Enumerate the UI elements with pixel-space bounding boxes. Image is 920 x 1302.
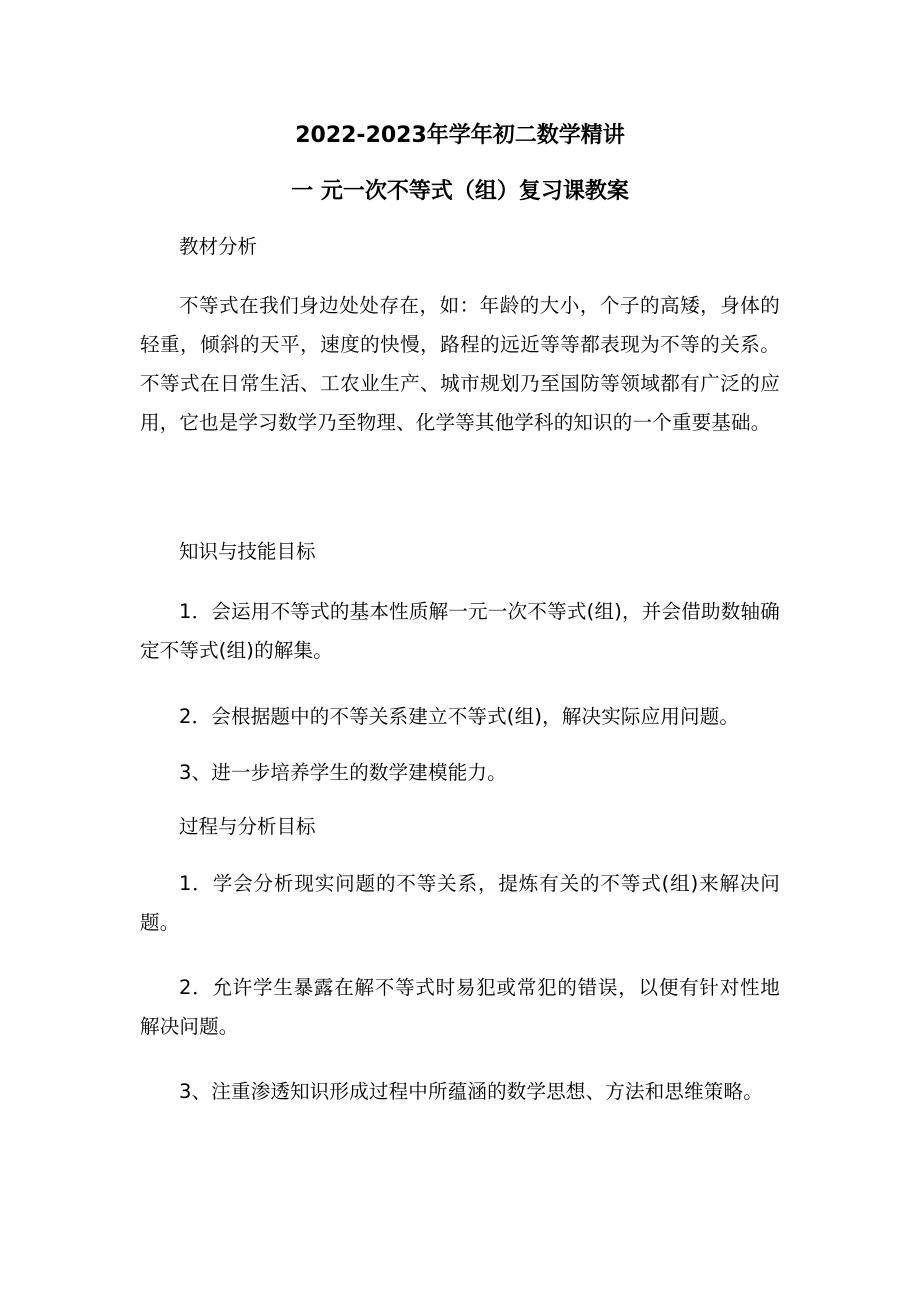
document-subtitle: 一 元一次不等式（组）复习课教案: [291, 179, 629, 204]
section-heading-process: 过程与分析目标: [179, 815, 316, 838]
knowledge-item-2: 2．会根据题中的不等关系建立不等式(组)，解决实际应用问题。: [179, 705, 740, 728]
section-heading-material: 教材分析: [179, 235, 258, 258]
section-heading-knowledge: 知识与技能目标: [179, 540, 316, 563]
process-item-1: 1．学会分析现实问题的不等关系，提炼有关的不等式(组)来解决问题。: [140, 872, 780, 934]
process-item-2: 2．允许学生暴露在解不等式时易犯或常犯的错误，以便有针对性地解决问题。: [140, 976, 780, 1038]
process-item-3: 3、注重渗透知识形成过程中所蕴涵的数学思想、方法和思维策略。: [179, 1080, 763, 1103]
material-paragraph: 不等式在我们身边处处存在，如：年龄的大小，个子的高矮，身体的轻重，倾斜的天平，速度的快慢，路程的远近等等都表现为不等的关系。不等式在日常生活、工农业生产、城市规划乃至国防等领域都有广泛的应用，它也是学习数学乃至物理、化学等其他学科的知识的一个重要基础。: [140, 294, 780, 434]
knowledge-item-3: 3、进一步培养学生的数学建模能力。: [179, 761, 507, 784]
document-title: 2022-2023年学年初二数学精讲: [295, 123, 625, 148]
knowledge-item-1: 1．会运用不等式的基本性质解一元一次不等式(组)，并会借助数轴确定不等式(组)的解集。: [140, 600, 780, 662]
